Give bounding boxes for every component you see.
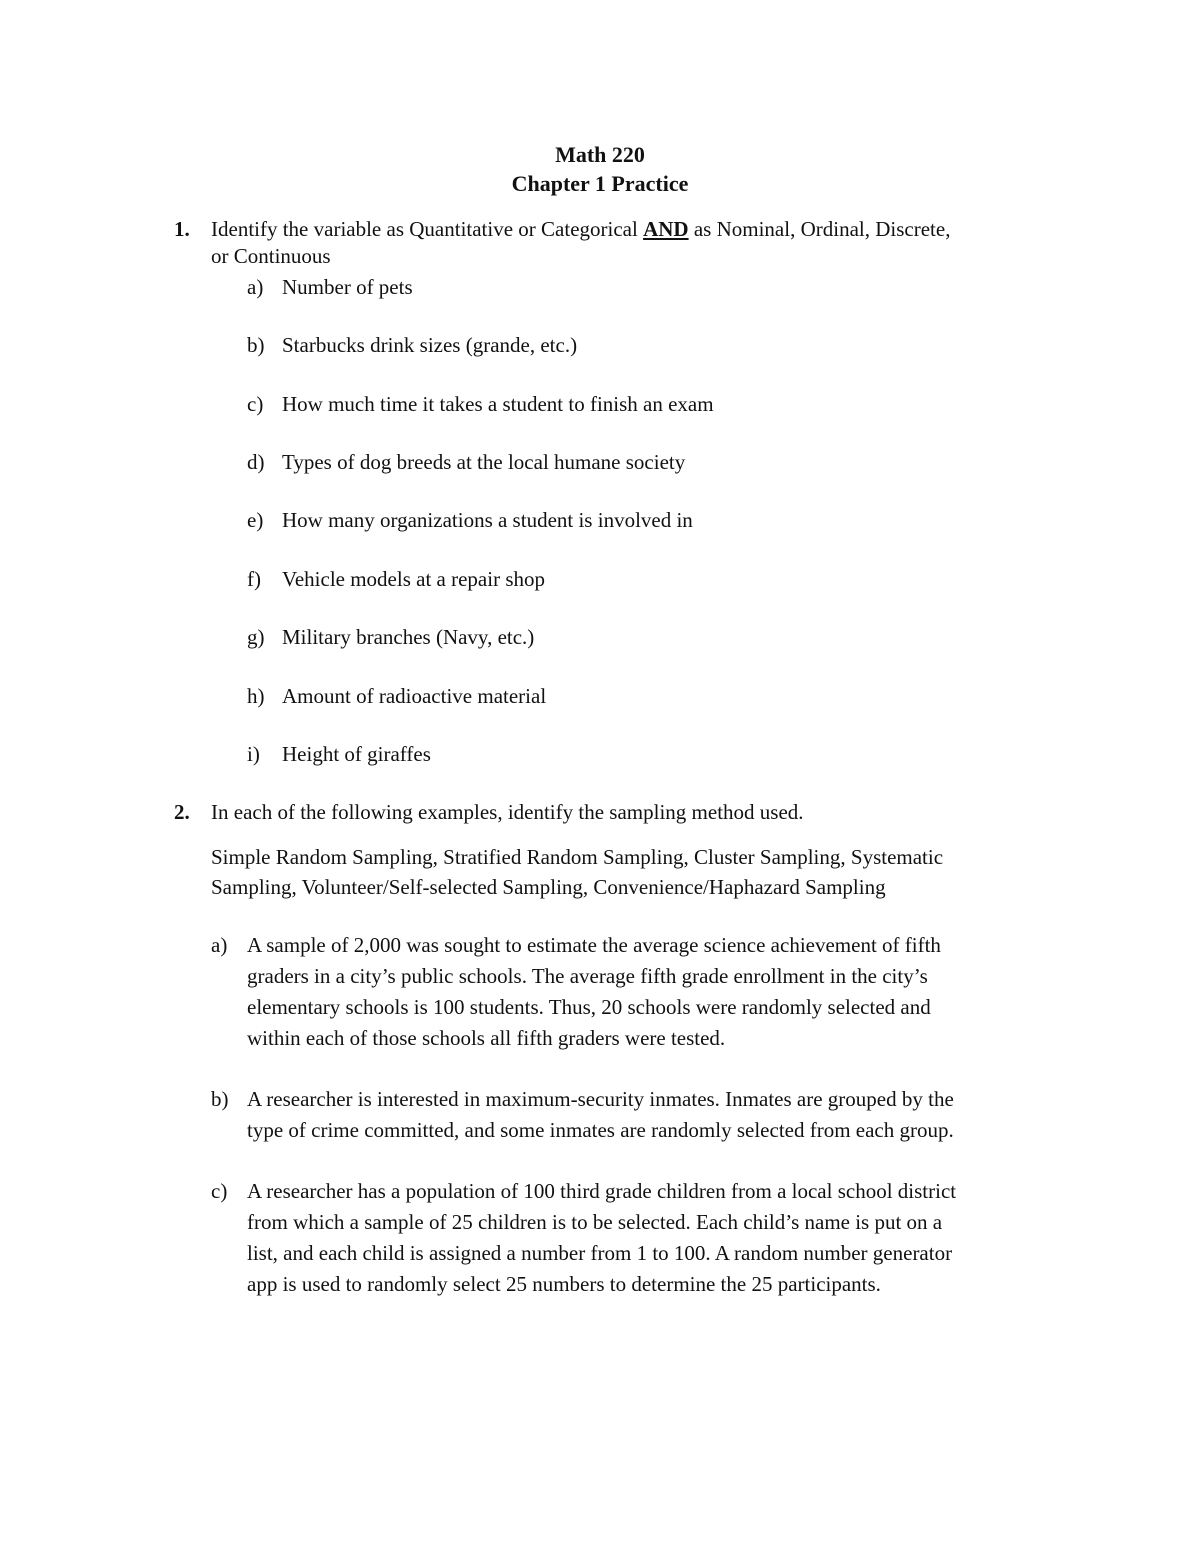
question-1-prompt-part1: Identify the variable as Quantitative or Categorical — [211, 217, 644, 241]
item-letter: a) — [211, 933, 228, 957]
item-line: from which a sample of 25 children is to be selected. Each child’s name is put on a — [247, 1210, 943, 1234]
question-1-prompt-line2: or Continuous — [211, 244, 331, 268]
item-line: A researcher is interested in maximum-security inmates. Inmates are grouped by the — [247, 1087, 954, 1111]
item-text: Amount of radioactive material — [282, 684, 547, 708]
question-1-prompt-part2: as Nominal, Ordinal, Discrete, — [688, 217, 951, 241]
item-text: Vehicle models at a repair shop — [282, 567, 545, 591]
sampling-methods-line2: Sampling, Volunteer/Self-selected Sampling, Convenience/Haphazard Sampling — [211, 875, 886, 899]
item-letter: h) — [247, 684, 265, 708]
item-text: Height of giraffes — [282, 742, 431, 766]
item-line: app is used to randomly select 25 numbers to determine the 25 participants. — [247, 1272, 881, 1296]
item-line: A researcher has a population of 100 third grade children from a local school district — [247, 1179, 957, 1203]
item-letter: f) — [247, 567, 261, 591]
item-letter: e) — [247, 508, 264, 532]
item-line: A sample of 2,000 was sought to estimate the average science achievement of fifth — [247, 933, 941, 957]
question-1-number: 1. — [174, 217, 190, 241]
item-line: elementary schools is 100 students. Thus, 20 schools were randomly selected and — [247, 995, 931, 1019]
item-letter: a) — [247, 275, 264, 299]
question-1-prompt — [211, 217, 950, 242]
item-letter: c) — [247, 392, 264, 416]
item-letter: b) — [211, 1087, 229, 1111]
item-text: Starbucks drink sizes (grande, etc.) — [282, 333, 578, 357]
item-letter: c) — [211, 1179, 228, 1203]
item-letter: g) — [247, 625, 265, 649]
item-line: graders in a city’s public schools. The average fifth grade enrollment in the city’s — [247, 964, 928, 988]
item-line: within each of those schools all fifth graders were tested. — [247, 1026, 726, 1050]
item-line: list, and each child is assigned a number from 1 to 100. A random number generator — [247, 1241, 953, 1265]
item-text: How many organizations a student is involved in — [282, 508, 693, 532]
sampling-methods-line1: Simple Random Sampling, Stratified Random Sampling, Cluster Sampling, Systematic — [211, 845, 944, 869]
chapter-title: Chapter 1 Practice — [511, 171, 689, 196]
question-2-prompt: In each of the following examples, identify the sampling method used. — [211, 800, 804, 824]
item-text: Number of pets — [282, 275, 413, 299]
question-1-emphasis: AND — [643, 217, 689, 241]
item-text: Types of dog breeds at the local humane society — [282, 450, 686, 474]
item-text: How much time it takes a student to finish an exam — [282, 392, 714, 416]
course-title: Math 220 — [555, 142, 645, 167]
item-letter: d) — [247, 450, 265, 474]
item-line: type of crime committed, and some inmates are randomly selected from each group. — [247, 1118, 954, 1142]
question-2-number: 2. — [174, 800, 190, 824]
item-text: Military branches (Navy, etc.) — [282, 625, 535, 649]
item-letter: b) — [247, 333, 265, 357]
item-letter: i) — [247, 742, 260, 766]
